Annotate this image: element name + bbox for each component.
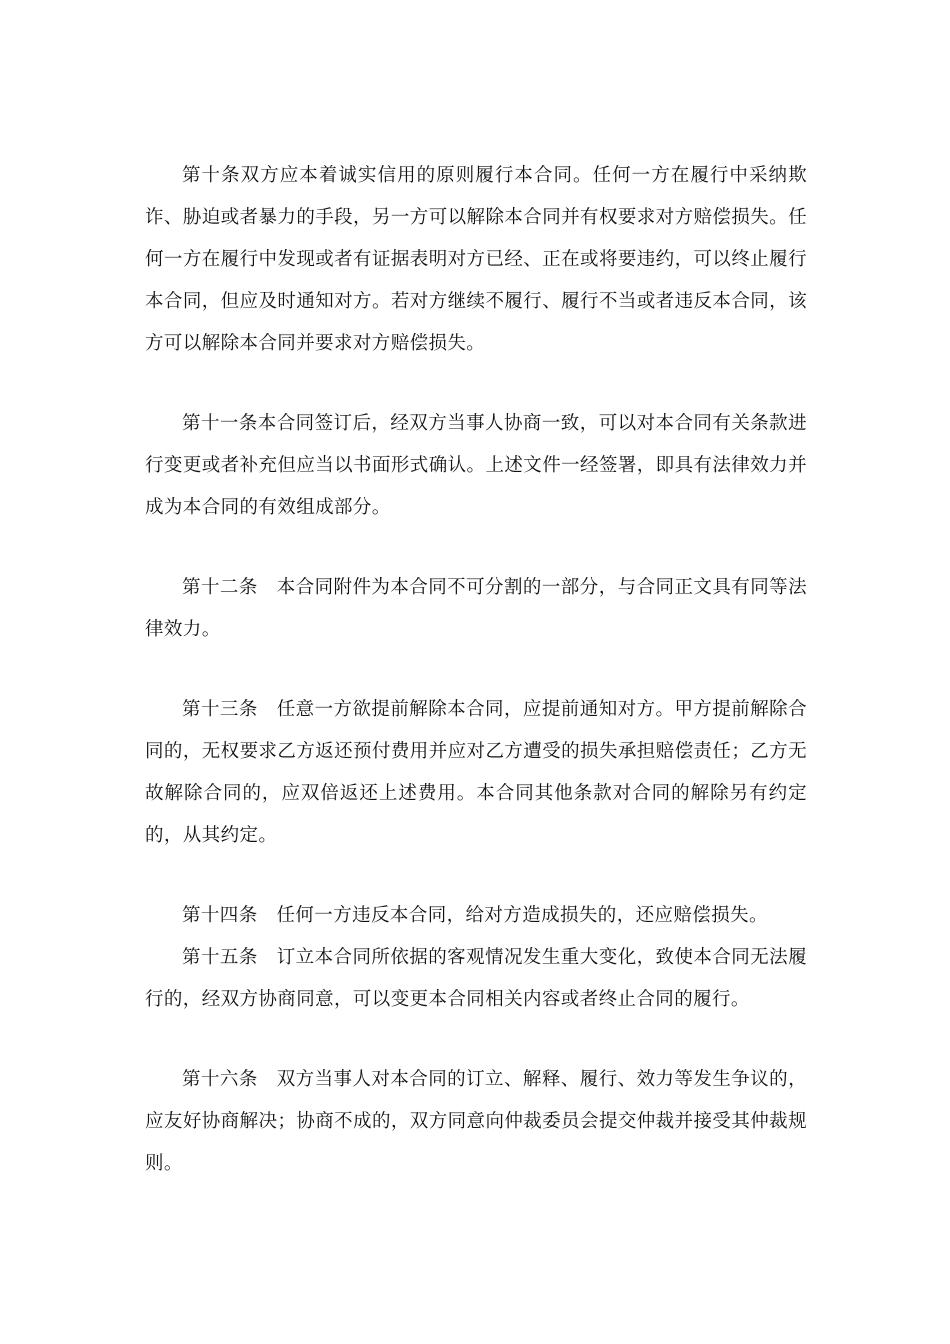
clause-11: 第十一条本合同签订后，经双方当事人协商一致，可以对本合同有关条款进行变更或者补充但应当以书面形式确认。上述文件一经签署，即具有法律效力并成为本合同的有效组成部分。 [145, 413, 807, 518]
clause-10: 第十条双方应本着诚实信用的原则履行本合同。任何一方在履行中采纳欺诈、胁迫或者暴力的手段，另一方可以解除本合同并有权要求对方赔偿损失。任何一方在履行中发现或者有证据表明对方已经、正在或将要违约，可以终止履行本合同，但应及时通知对方。若对方继续不履行、履行不当或者违反本合同，该方可以解除本合同并要求对方赔偿损失。 [145, 165, 807, 354]
clause-14: 第十四条 任何一方违反本合同，给对方造成损失的，还应赔偿损失。 [182, 905, 768, 926]
clause-15: 第十五条 订立本合同所依据的客观情况发生重大变化，致使本合同无法履行的，经双方协商同意，可以变更本合同相关内容或者终止合同的履行。 [145, 947, 807, 1010]
document-body [145, 155, 807, 1185]
clause-13: 第十三条 任意一方欲提前解除本合同，应提前通知对方。甲方提前解除合同的，无权要求乙方返还预付费用并应对乙方遭受的损失承担赔偿责任；乙方无故解除合同的，应双倍返还上述费用。本合同其他条款对合同的解除另有约定的，从其约定。 [145, 699, 807, 846]
clause-16: 第十六条 双方当事人对本合同的订立、解释、履行、效力等发生争议的，应友好协商解决；协商不成的，双方同意向仲裁委员会提交仲裁并接受其仲裁规则。 [145, 1069, 807, 1174]
clause-12: 第十二条 本合同附件为本合同不可分割的一部分，与合同正文具有同等法律效力。 [145, 577, 807, 640]
